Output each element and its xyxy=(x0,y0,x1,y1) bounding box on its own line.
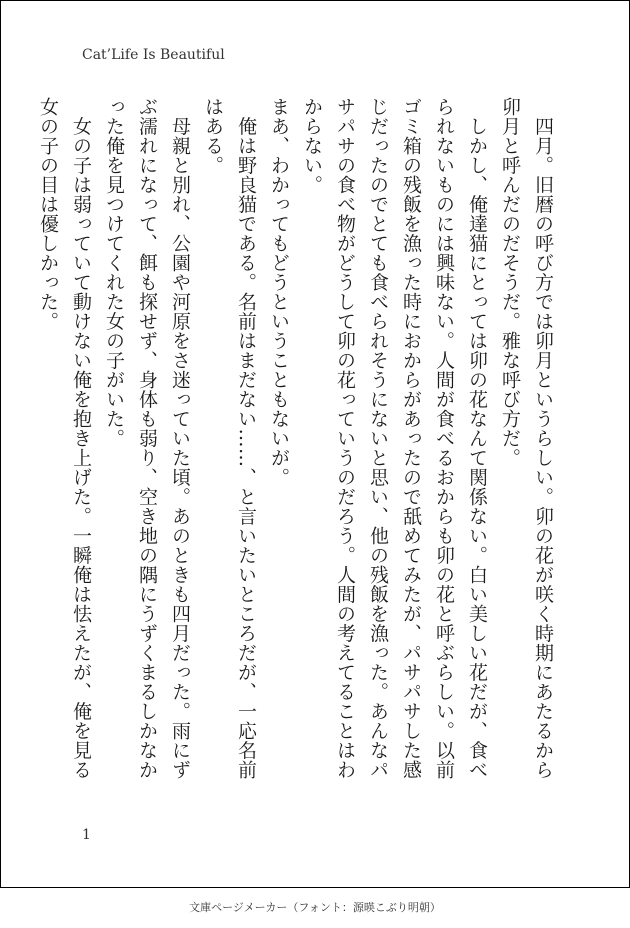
page-number: 1 xyxy=(82,827,91,843)
paragraph: 母親と別れ、公園や河原をさ迷っていた頃。あのときも四月だった。雨にずぶ濡れになって、餌も探せず、身体も弱り、空き地の隅にうずくまるしかなかった俺を見つけてくれた女の子がいた。 xyxy=(103,97,191,780)
vertical-body-text xyxy=(31,97,559,797)
paragraph: 女の子は弱っていて動けない俺を抱き上げた。一瞬俺は怯えたが、俺を見る女の子の目は優しかった。 xyxy=(37,97,92,780)
paragraph: 俺は野良猫である。名前はまだない……、と言いたいところだが、一応名前はある。 xyxy=(202,97,257,780)
paragraph: 四月。旧暦の呼び方では卯月というらしい。卯の花が咲く時期にあたるから卯月と呼んだのだそうだ。雅な呼び方だ。 xyxy=(499,97,554,780)
paragraph: しかし、俺達猫にとっては卯の花なんて関係ない。白い美しい花だが、食べられないものには興味ない。人間が食べるおからも卯の花と呼ぶらしい。以前ゴミ箱の残飯を漁った時におからがあったので舐めてみたが、パサパサした感じだったのでとても食べられそうにないと思い、他の残飯を漁った。あんなパサパサの食べ物がどうして卯の花っていうのだろう。人間の考えてることはわからない。 xyxy=(301,97,488,780)
paragraph: まあ、わかってもどうということもないが。 xyxy=(268,97,290,487)
book-title: Cat’Life Is Beautiful xyxy=(82,47,225,63)
footer-credit: 文庫ページメーカー（フォント：源暎こぶり明朝） xyxy=(189,901,441,914)
